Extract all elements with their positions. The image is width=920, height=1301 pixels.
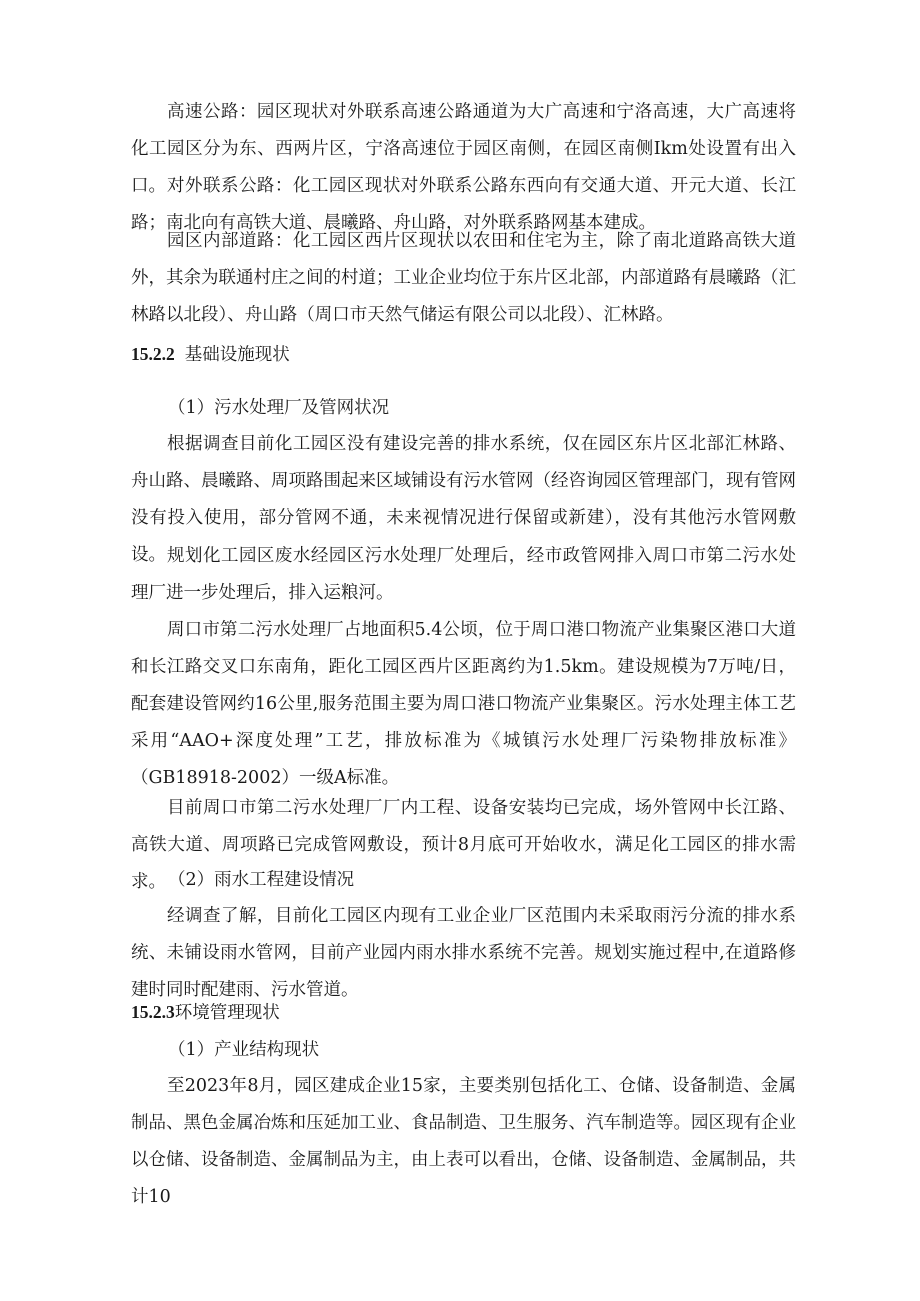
- subheading-industry: （1）产业结构现状: [168, 1040, 320, 1060]
- paragraph-sewage-3: 周口市第二污水处理厂占地面积5.4公顷，位于周口港口物流产业集聚区港口大道和长江路交叉口东南角，距化工园区西片区距离约为1.5km。建设规模为7万吨/日，配套建设管网约16公里,服务范围主要为周口港口物流产业集聚区。污水处理主体工艺采用“AAO+深度处理”工艺，排放标准为《城镇污水处理厂污染物排放标准》（GB18918-2002）一级A标准。: [131, 620, 796, 788]
- section-heading-15-2-2: [131, 336, 290, 374]
- subheading-rain: （2）雨水工程建设情况: [168, 870, 355, 890]
- paragraph-sewage-2: 规划化工园区废水经园区污水处理厂处理后，经市政管网排入周口市第二污水处理厂进一步处理后，排入运粮河。: [131, 546, 796, 603]
- paragraph-sewage-4: 目前周口市第二污水处理厂厂内工程、设备安装均已完成，场外管网中长江路、高铁大道、周项路已完成管网敷设，预计8月底可开始收水，满足化工园区的排水需求。: [131, 798, 796, 892]
- section-number: 15.2.3: [131, 1002, 175, 1022]
- section-number: 15.2.2: [131, 344, 175, 364]
- section-title: 基础设施现状: [184, 345, 290, 365]
- paragraph-rain: 经调查了解，目前化工园区内现有工业企业厂区范围内未采取雨污分流的排水系统、未铺设雨水管网，目前产业园内雨水排水系统不完善。规划实施过程中,在道路修建时同时配建雨、污水管道。: [131, 906, 796, 1000]
- paragraph-industry: 至2023年8月，园区建成企业15家，主要类别包括化工、仓储、设备制造、金属制品、黑色金属冶炼和压延加工业、食品制造、卫生服务、汽车制造等。园区现有企业以仓储、设备制造、金属制品为主，由上表可以看出，仓储、设备制造、金属制品，共计10: [131, 1076, 796, 1207]
- paragraph-highway: 高速公路：园区现状对外联系高速公路通道为大广高速和宁洛高速，大广高速将化工园区分为东、西两片区，宁洛高速位于园区南侧，在园区南侧Ikm处设置有出入口。: [131, 102, 796, 196]
- paragraph-sewage-1: 根据调查目前化工园区没有建设完善的排水系统，仅在园区东片区北部汇林路、舟山路、晨曦路、周项路围起来区域铺设有污水管网（经咨询园区管理部门，现有管网没有投入使用，部分管网不通，未来视情况进行保留或新建），没有其他污水管网敷设。: [131, 434, 796, 565]
- paragraph-internal-road: 园区内部道路：化工园区西片区现状以农田和住宅为主，除了南北道路高铁大道外，其余为联通村庄之间的村道；工业企业均位于东片区北部，内部道路有晨曦路（汇林路以北段）、舟山路（周口市天然气储运有限公司以北段）、汇林路。: [131, 231, 796, 325]
- subheading-sewage: （1）污水处理厂及管网状况: [168, 398, 390, 418]
- section-title: 环境管理现状: [174, 1003, 280, 1023]
- section-heading-15-2-3: [131, 994, 280, 1032]
- paragraph-external-road: 对外联系公路：化工园区现状对外联系公路东西向有交通大道、开元大道、长江路；南北向有高铁大道、晨曦路、舟山路，对外联系路网基本建成。: [131, 176, 796, 233]
